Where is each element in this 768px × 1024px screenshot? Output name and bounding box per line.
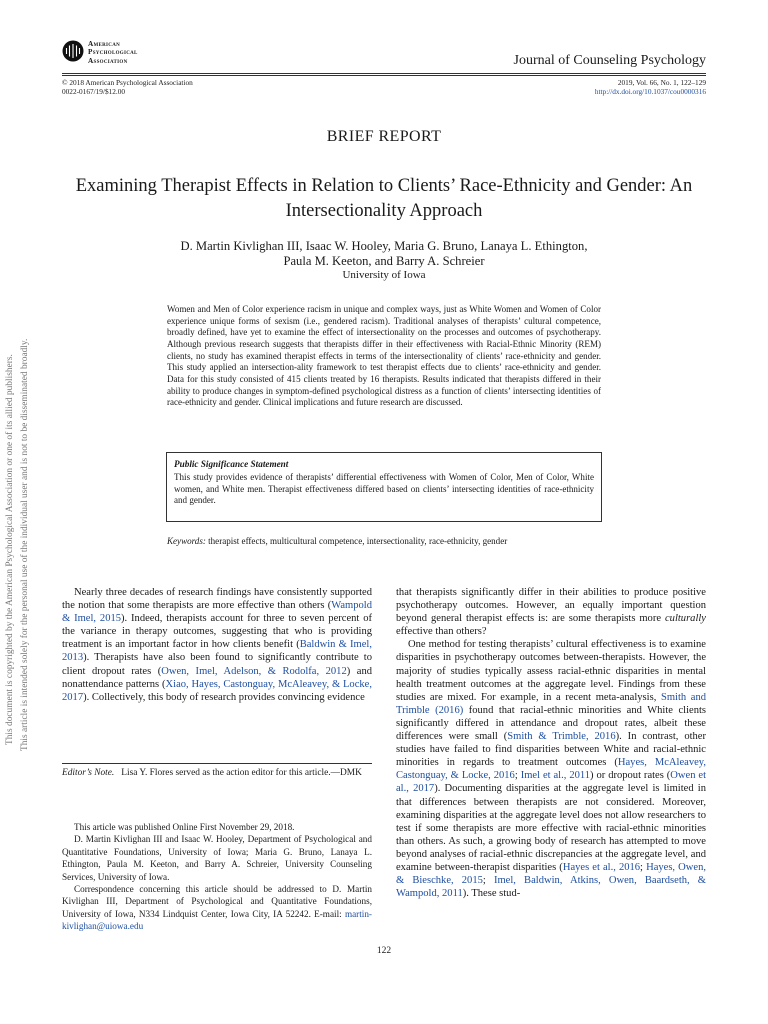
- body-text: ). Therapists have also been found to significantly contribute to client dropout rates (: [62, 652, 372, 677]
- body-text: ) and nonattendance patterns (: [62, 665, 372, 690]
- body-text: One method for testing therapists’ cultural effectiveness is to examine disparities in psychotherapy outcomes between-therapists. However, the majority of studies typically assess racial-ethnic disparities in mental health treatment outcomes at the aggregate level. Findings from these studies are mixed. For example, in a recent meta-analysis,: [396, 639, 706, 703]
- author-line-1: D. Martin Kivlighan III, Isaac W. Hooley, Maria G. Bruno, Lanaya L. Ethington,: [180, 239, 588, 253]
- abstract: Women and Men of Color experience racism in unique and complex ways, just as White Women and Women of Color experience unique forms of sexism (i.e., gendered racism). Traditional analyses of therapists’ cultural competence, broadly defined, have yet to examine the effect of intersectionality on the processes and outcomes of psychotherapy. Although previous research suggests that therapists differ in their effectiveness with Racial-Ethnic Minority (REM) clients, no study has examined therapist effects in terms of the intersectionality of clients’ race-ethnicity and gender. This study applied an intersection-ality framework to test therapist effects due to clients’ race-ethnicity and gender. Data for this study consisted of 415 clients treated by 16 therapists. Results indicated that therapists differed in their ability to produce changes in symptom-defined psychological distress as a function of clients’ intersecting identities of race-ethnicity and gender. Clinical implications and future research are discussed.: [167, 304, 601, 408]
- body-paragraph: [396, 586, 706, 638]
- page-number: 122: [376, 946, 392, 956]
- publisher-name: [88, 40, 138, 65]
- body-text: ;: [482, 875, 494, 887]
- copyright-notice-line-2: This article is intended solely for the personal use of the individual user and is not to be disseminated broadly.: [20, 338, 30, 751]
- citation-link[interactable]: Hayes, McAleavey, Castonguay, & Locke, 2016: [396, 757, 706, 782]
- publisher-line-1: American: [88, 40, 121, 48]
- citation-link[interactable]: Smith & Trimble, 2016: [507, 731, 616, 743]
- header-rule-2: [62, 75, 706, 76]
- affiliation: University of Iowa: [342, 269, 426, 281]
- body-text: that therapists significantly differ in their abilities to produce positive psychotherapy outcomes. However, an equally important question beyond general therapist effects is: are some therapists more: [396, 587, 706, 625]
- copyright-block: [62, 79, 193, 96]
- footnote-rule: [62, 763, 372, 764]
- body-paragraph: [62, 586, 372, 704]
- citation-link[interactable]: Hayes et al., 2016: [562, 861, 641, 873]
- citation-link[interactable]: Hayes, Owen, & Bieschke, 2015: [396, 861, 706, 887]
- body-text: ). Collectively, this body of research provides convincing evidence: [83, 691, 365, 703]
- body-column-right: [396, 586, 706, 900]
- paper-title: Examining Therapist Effects in Relation to Clients’ Race-Ethnicity and Gender: An Intersectionality Approach: [75, 176, 693, 221]
- footnote-published: This article was published Online First November 29, 2018.: [74, 822, 295, 832]
- body-text: ). These stud-: [462, 888, 521, 900]
- footnote-correspondence: [62, 883, 372, 933]
- body-text-italic: culturally: [664, 613, 706, 625]
- correspondence-text: Correspondence concerning this article should be addressed to D. Martin Kivlighan III, Department of Psychological and Quantitative Foundations, University of Iowa, N334 Lindquist Center, Iowa City, IA 52242. E-mail:: [62, 884, 372, 919]
- doi-link[interactable]: http://dx.doi.org/10.1037/cou0000316: [594, 86, 706, 96]
- author-list: [60, 239, 708, 269]
- body-text: ). Indeed, therapists account for three to seven percent of the variance in therapy outcomes, suggesting that who is providing treatment is an important factor in how clients benefit (: [62, 613, 372, 651]
- body-text: effective than others?: [396, 626, 487, 638]
- body-paragraph: [396, 638, 706, 900]
- keywords-list: therapist effects, multicultural competence, intersectionality, race-ethnicity, gender: [208, 536, 508, 546]
- citation-link[interactable]: Xiao, Hayes, Castonguay, McAleavey, & Locke, 2017: [62, 678, 372, 703]
- citation-link[interactable]: Baldwin & Imel, 2013: [62, 639, 372, 664]
- publisher-line-3: Association: [88, 56, 128, 65]
- citation-link[interactable]: Owen, Imel, Adelson, & Rodolfa, 2012: [161, 665, 347, 677]
- citation-link[interactable]: Imel et al., 2011: [520, 770, 591, 782]
- citation-link[interactable]: Smith and Trimble (2016): [396, 691, 706, 716]
- keywords: [167, 536, 601, 546]
- apa-logo-icon: [62, 40, 84, 62]
- body-text: ;: [514, 770, 521, 782]
- author-line-2: Paula M. Keeton, and Barry A. Schreier: [283, 254, 485, 268]
- journal-title: Journal of Counseling Psychology: [513, 53, 706, 68]
- section-label: BRIEF REPORT: [326, 128, 442, 145]
- editor-note-label: Editor’s Note.: [62, 768, 115, 778]
- public-significance-heading: Public Significance Statement: [174, 459, 289, 469]
- copyright-notice-line-1: This document is copyrighted by the American Psychological Association or one of its allied publishers.: [5, 354, 15, 745]
- body-text: ). Documenting disparities at the aggregate level is limited in that differences between therapists are not considered. Moreover, examining disparities at the aggregate level does not allow researchers to test if some therapists are more effective with racial-ethnic minorities than others. As such, a growing body of research has attempted to move beyond analyses of racial-ethnic discrepancies at the aggregate level, and examine between-therapist disparities (: [396, 783, 706, 873]
- body-text: found that racial-ethnic minorities and White clients significantly differed in attendance and dropout rates, albeit these differences were small (: [396, 704, 707, 743]
- header-rule: [62, 73, 706, 74]
- editor-note: [62, 767, 372, 779]
- footnote-affiliations: D. Martin Kivlighan III and Isaac W. Hooley, Department of Psychological and Quantitative Foundations, University of Iowa; Maria G. Bruno, Lanaya L. Ethington, Paula M. Keeton, and Barry A. Schreier, University Counseling Services, University of Iowa.: [62, 834, 372, 882]
- public-significance-text: This study provides evidence of therapists’ differential effectiveness with Women of Color, Men of Color, White women, and White men. Therapist effectiveness differed based on clients’ intersecting identities of race-ethnicity and gender.: [174, 472, 594, 506]
- keywords-label: Keywords:: [167, 536, 206, 546]
- publisher-line-2: Psychological: [88, 48, 138, 57]
- editor-note-text: Lisa Y. Flores served as the action editor for this article.—DMK: [121, 768, 362, 778]
- email-link[interactable]: martin-kivlighan@uiowa.edu: [62, 908, 372, 932]
- citation-link[interactable]: Imel, Baldwin, Atkins, Owen, Baardseth, & Wampold, 2011: [396, 875, 706, 900]
- issn-line: 0022-0167/19/$12.00: [62, 86, 126, 96]
- copyright-line: © 2018 American Psychological Association: [62, 78, 193, 87]
- body-text: ). In contrast, other studies have failed to find disparities between White and racial-ethnic minorities in regards to treatment outcomes (: [396, 731, 707, 769]
- citation-link[interactable]: Owen et al., 2017: [396, 770, 707, 795]
- body-text: ) or dropout rates (: [590, 770, 671, 782]
- body-text: Nearly three decades of research findings have consistently supported the notion that some therapists are more effective than others (: [62, 587, 372, 612]
- citation-line: 2019, Vol. 66, No. 1, 122–129: [617, 78, 706, 87]
- citation-block: [595, 79, 706, 96]
- body-column-left: [62, 586, 372, 704]
- author-footnotes: [62, 821, 372, 933]
- body-text: ;: [640, 861, 647, 873]
- citation-link[interactable]: Wampold & Imel, 2015: [62, 600, 372, 625]
